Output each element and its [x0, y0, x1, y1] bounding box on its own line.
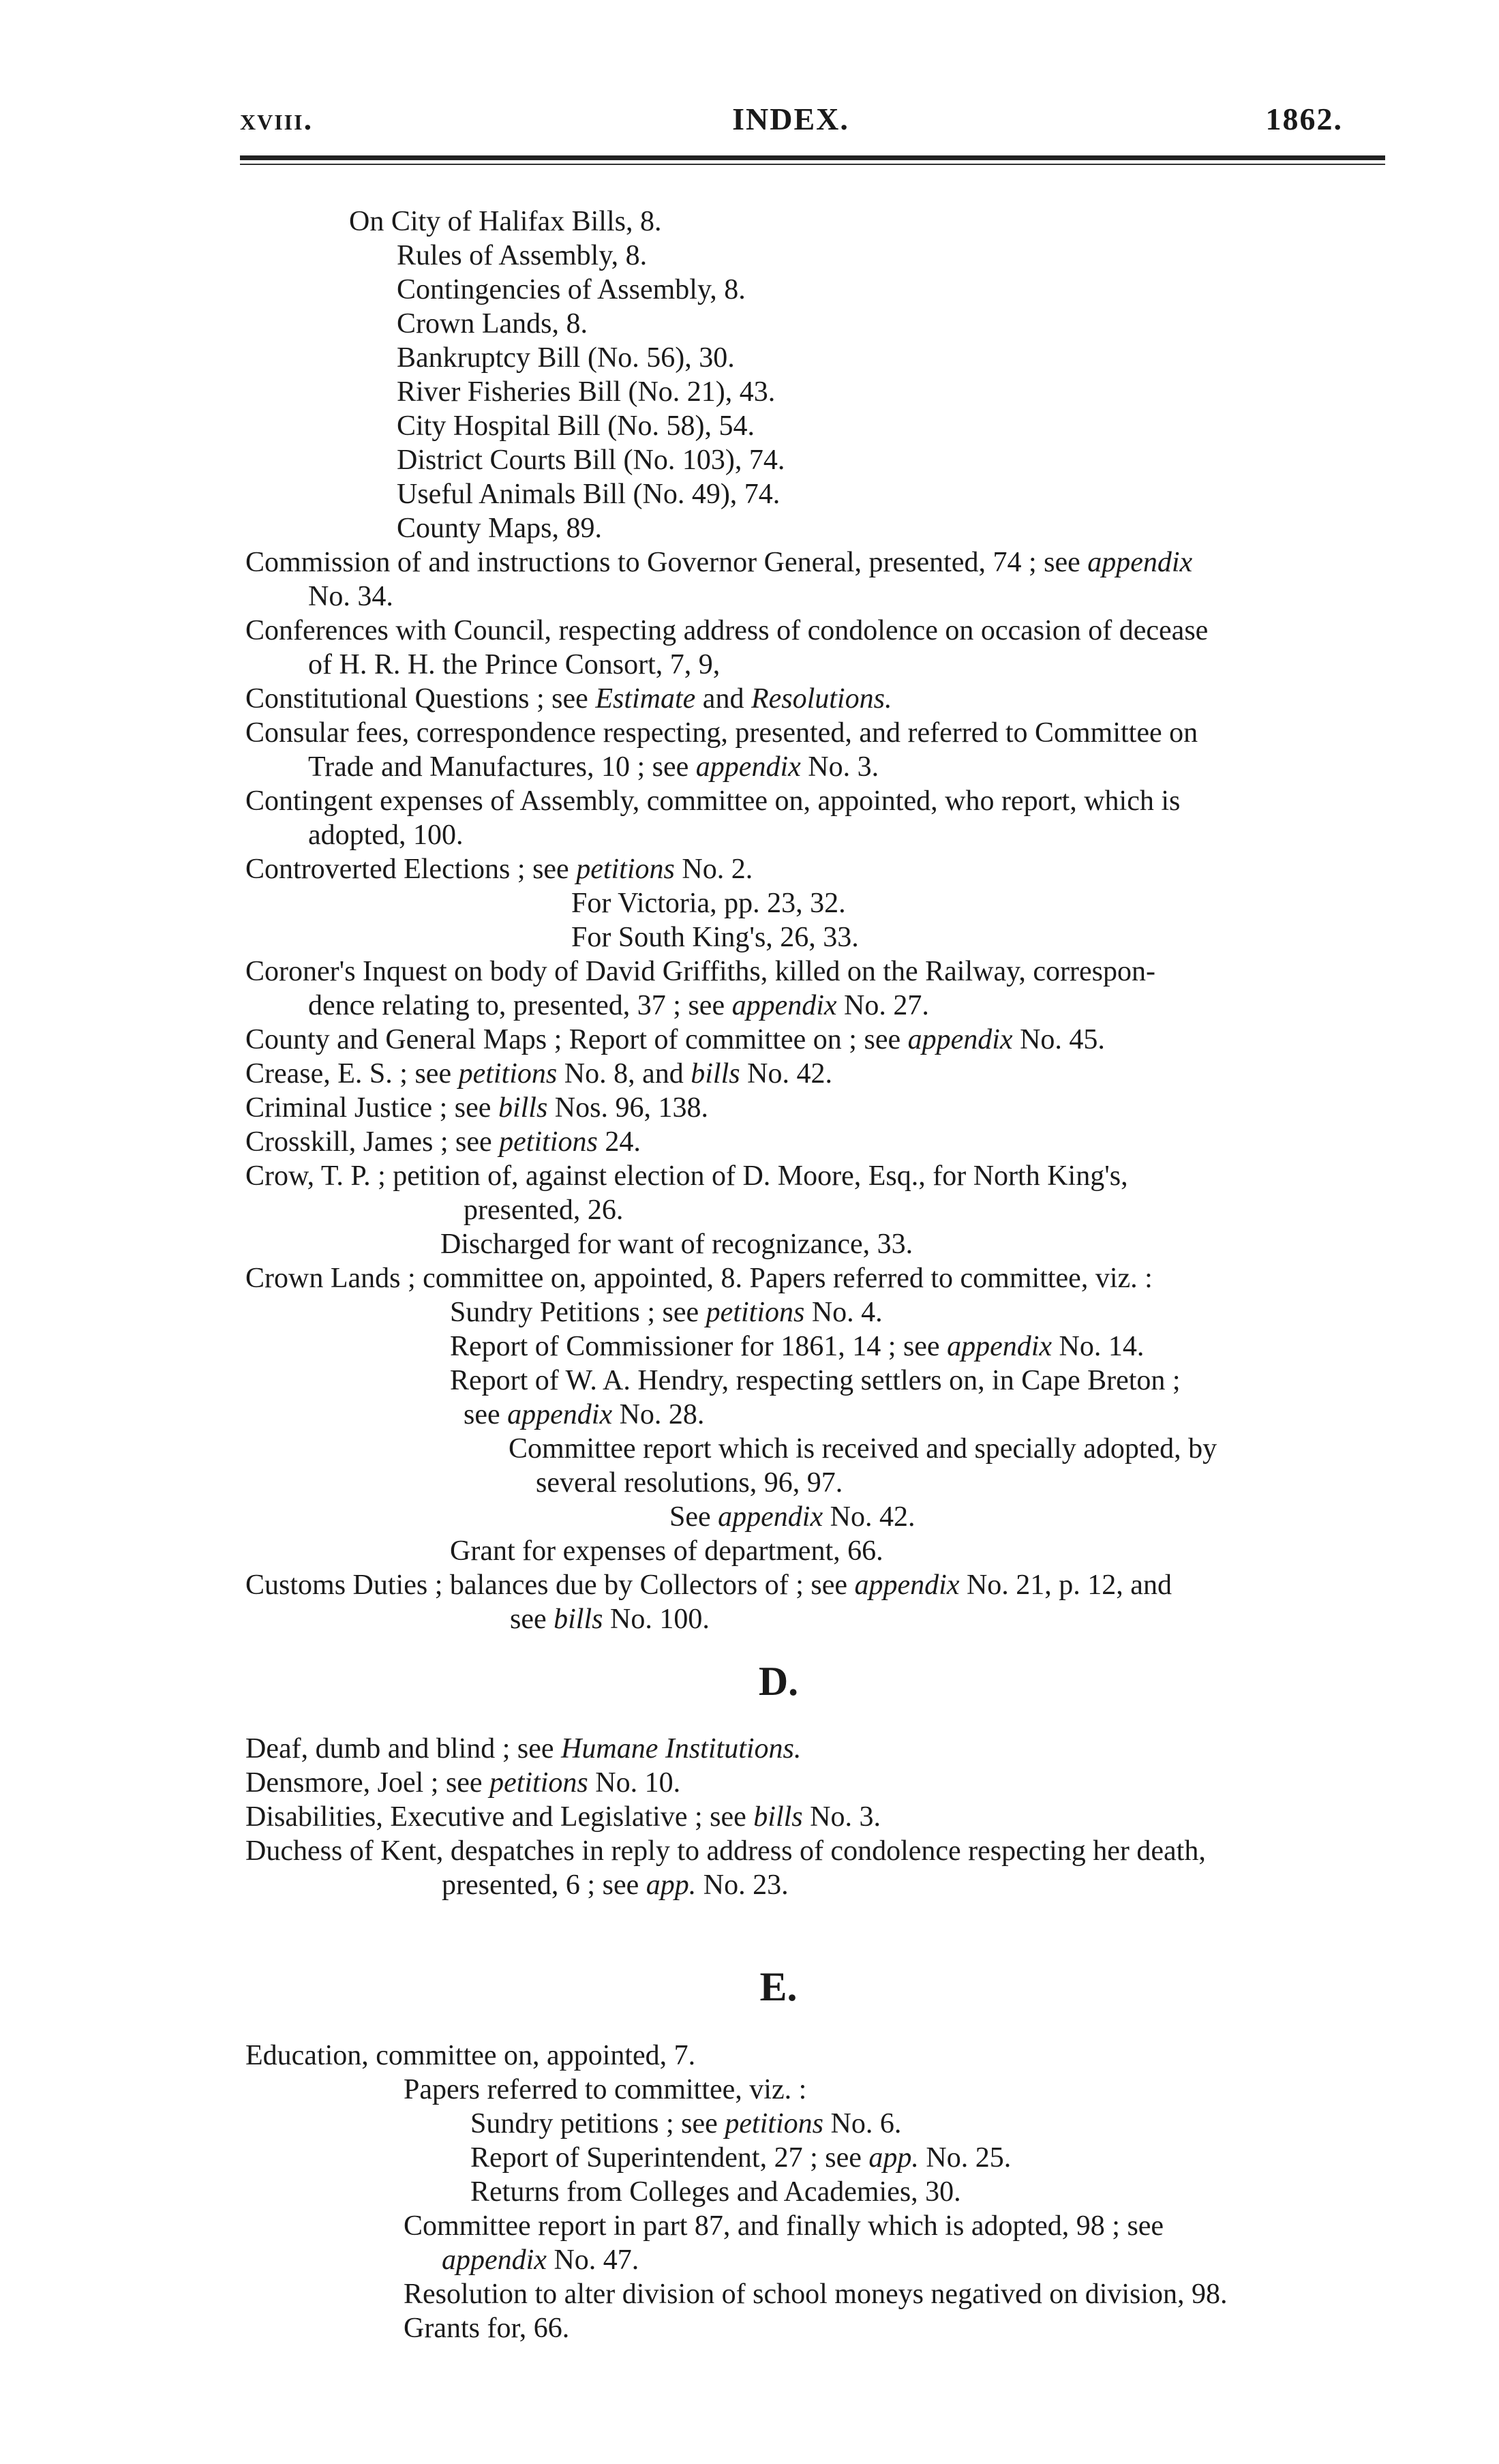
section-heading-e: E. [759, 1964, 798, 2009]
entry-text: Committee report which is received and specially adopted, by [509, 1433, 1217, 1464]
index-line [509, 1432, 1217, 1466]
italic-reference: appendix [507, 1399, 613, 1430]
entry-text: Controverted Elections ; see [245, 854, 577, 885]
entry-text: Sundry Petitions ; see [450, 1297, 706, 1328]
index-line [397, 511, 602, 545]
entry-text: No. 2. [674, 854, 753, 885]
entry-text: No. 34. [308, 581, 393, 612]
index-line [442, 2243, 639, 2277]
entry-text: No. 23. [696, 1869, 789, 1901]
index-line [571, 886, 846, 920]
index-line [308, 818, 463, 852]
entry-text: No. 14. [1052, 1331, 1145, 1362]
entry-text: Constitutional Questions ; see [245, 683, 596, 715]
entry-text: Bankruptcy Bill (No. 56), 30. [397, 342, 735, 374]
entry-text: No. 27. [836, 990, 929, 1021]
entry-text: presented, 26. [464, 1195, 624, 1226]
entry-text: For Victoria, pp. 23, 32. [571, 888, 846, 919]
italic-reference: petitions [576, 854, 675, 885]
entry-text: Crease, E. S. ; see [245, 1058, 459, 1090]
index-line [245, 784, 1180, 818]
entry-text: several resolutions, 96, 97. [536, 1467, 843, 1499]
index-line [349, 205, 661, 239]
entry-text: Trade and Manufactures, 10 ; see [308, 751, 696, 783]
index-line [245, 1766, 680, 1800]
entry-text: No. 8, and [557, 1058, 691, 1090]
index-line [404, 2311, 569, 2345]
index-line [245, 852, 753, 886]
italic-reference: app. [868, 2142, 919, 2174]
entry-text: No. 42. [823, 1501, 915, 1533]
header-rule-thin [240, 164, 1385, 165]
italic-reference: Resolutions. [751, 683, 892, 715]
entry-text: River Fisheries Bill (No. 21), 43. [397, 376, 776, 408]
entry-text: County Maps, 89. [397, 513, 603, 544]
index-line [450, 1295, 883, 1329]
entry-text: No. 100. [603, 1604, 710, 1635]
section-heading-d: D. [758, 1659, 799, 1704]
italic-reference: petitions [706, 1297, 805, 1328]
italic-reference: petitions [725, 2108, 823, 2139]
index-line [308, 580, 393, 614]
entry-text: and [695, 683, 751, 715]
entry-text: see [464, 1399, 508, 1430]
italic-reference: bills [753, 1801, 803, 1833]
entry-text: adopted, 100. [308, 820, 464, 851]
index-line [245, 1834, 1206, 1868]
entry-text: Disabilities, Executive and Legislative ; see [245, 1801, 754, 1833]
index-line [450, 1364, 1181, 1398]
entry-text: County and General Maps ; Report of committee on ; see [245, 1024, 908, 1055]
index-line [245, 682, 892, 716]
entry-text: Conferences with Council, respecting address of condolence on occasion of decease [245, 615, 1209, 646]
entry-text: Sundry petitions ; see [470, 2108, 725, 2139]
index-line [397, 443, 785, 477]
italic-reference: bills [554, 1604, 603, 1635]
entry-text: Report of W. A. Hendry, respecting settlers on, in Cape Breton ; [450, 1365, 1181, 1396]
entry-text: Resolution to alter division of school moneys negatived on division, 98. [404, 2279, 1228, 2310]
entry-text: Useful Animals Bill (No. 49), 74. [397, 479, 781, 510]
entry-text: Returns from Colleges and Academies, 30. [470, 2176, 961, 2208]
page-year: 1862. [1265, 102, 1343, 136]
entry-text: Criminal Justice ; see [245, 1092, 498, 1124]
index-line [440, 1227, 913, 1261]
entry-text: Committee report in part 87, and finally which is adopted, 98 ; see [404, 2210, 1164, 2242]
italic-reference: appendix [731, 990, 837, 1021]
entry-text: Crown Lands, 8. [397, 308, 588, 340]
entry-text: Consular fees, correspondence respecting, presented, and referred to Committee on [245, 717, 1198, 749]
entry-text: For South King's, 26, 33. [571, 922, 859, 953]
entry-text: No. 3. [800, 751, 879, 783]
entry-text: Duchess of Kent, despatches in reply to address of condolence respecting her death, [245, 1835, 1206, 1867]
index-line [397, 341, 735, 375]
page-title: INDEX. [732, 102, 849, 136]
index-line [245, 614, 1208, 648]
index-line [245, 955, 1155, 989]
entry-text: No. 28. [612, 1399, 705, 1430]
index-line [450, 1329, 1144, 1364]
index-line [245, 716, 1198, 750]
entry-text: No. 6. [823, 2108, 902, 2139]
italic-reference: appendix [854, 1569, 960, 1601]
entry-text: see [510, 1604, 554, 1635]
index-line [245, 1800, 881, 1834]
entry-text: Report of Commissioner for 1861, 14 ; see [450, 1331, 948, 1362]
entry-text: Nos. 96, 138. [547, 1092, 708, 1124]
entry-text: 24. [597, 1126, 641, 1158]
index-line [308, 989, 929, 1023]
index-line [464, 1398, 704, 1432]
index-line [245, 1732, 801, 1766]
entry-text: Education, committee on, appointed, 7. [245, 2040, 696, 2071]
index-line [308, 648, 720, 682]
italic-reference: app. [646, 1869, 697, 1901]
entry-text: No. 10. [588, 1767, 681, 1799]
entry-text: On City of Halifax Bills, 8. [349, 206, 662, 237]
index-line [245, 1261, 1153, 1295]
italic-reference: appendix [695, 751, 801, 783]
entry-text: Crow, T. P. ; petition of, against election of D. Moore, Esq., for North King's, [245, 1160, 1128, 1192]
entry-text: Grants for, 66. [404, 2313, 570, 2344]
entry-text: No. 3. [802, 1801, 881, 1833]
entry-text: Papers referred to committee, viz. : [404, 2074, 807, 2105]
entry-text: District Courts Bill (No. 103), 74. [397, 445, 785, 476]
italic-reference: petitions [489, 1767, 588, 1799]
italic-reference: appendix [442, 2244, 547, 2276]
entry-text: City Hospital Bill (No. 58), 54. [397, 410, 755, 442]
index-line [470, 2141, 1011, 2175]
italic-reference: bills [498, 1092, 548, 1124]
index-line [536, 1466, 843, 1500]
entry-text: Coroner's Inquest on body of David Griffiths, killed on the Railway, correspon- [245, 956, 1155, 987]
entry-text: Customs Duties ; balances due by Collectors of ; see [245, 1569, 855, 1601]
index-line [245, 1023, 1105, 1057]
entry-text: No. 47. [546, 2244, 639, 2276]
entry-text: Grant for expenses of department, 66. [450, 1535, 883, 1567]
entry-text: No. 25. [918, 2142, 1012, 2174]
italic-reference: appendix [1087, 547, 1193, 578]
index-line [397, 307, 588, 341]
entry-text: Contingencies of Assembly, 8. [397, 274, 746, 305]
header-rule-thick [240, 155, 1385, 160]
index-line [245, 545, 1192, 580]
index-line [404, 2277, 1228, 2311]
italic-reference: bills [691, 1058, 740, 1090]
index-line [245, 1159, 1128, 1193]
entry-text: Report of Superintendent, 27 ; see [470, 2142, 869, 2174]
index-line [450, 1534, 883, 1568]
index-line [397, 409, 755, 443]
italic-reference: appendix [907, 1024, 1013, 1055]
entry-text: presented, 6 ; see [442, 1869, 646, 1901]
index-line [571, 920, 859, 955]
index-line [245, 1125, 641, 1159]
index-line [245, 1091, 708, 1125]
entry-text: Commission of and instructions to Governor General, presented, 74 ; see [245, 547, 1088, 578]
italic-reference: appendix [718, 1501, 823, 1533]
index-line [397, 477, 780, 511]
entry-text: Densmore, Joel ; see [245, 1767, 490, 1799]
index-line [397, 375, 775, 409]
index-line [245, 1568, 1172, 1602]
index-line [510, 1602, 710, 1636]
italic-reference: Estimate [595, 683, 696, 715]
index-line [404, 2209, 1164, 2243]
entry-text: No. 4. [804, 1297, 883, 1328]
entry-text: Discharged for want of recognizance, 33. [440, 1229, 913, 1260]
entry-text: Contingent expenses of Assembly, committee on, appointed, who report, which is [245, 785, 1181, 817]
italic-reference: petitions [499, 1126, 598, 1158]
index-line [245, 1057, 832, 1091]
entry-text: Crown Lands ; committee on, appointed, 8. Papers referred to committee, viz. : [245, 1263, 1153, 1294]
index-line [245, 2039, 695, 2073]
entry-text: No. 42. [740, 1058, 832, 1090]
entry-text: Deaf, dumb and blind ; see [245, 1733, 562, 1764]
italic-reference: petitions [458, 1058, 558, 1090]
index-line [397, 273, 746, 307]
italic-reference: Humane Institutions. [561, 1733, 802, 1764]
index-line [669, 1500, 915, 1534]
entry-text: See [669, 1501, 718, 1533]
entry-text: No. 45. [1012, 1024, 1105, 1055]
index-line [404, 2073, 806, 2107]
index-line [442, 1868, 789, 1902]
index-line [470, 2175, 961, 2209]
entry-text: of H. R. H. the Prince Consort, 7, 9, [308, 649, 721, 680]
page-number: xviii. [240, 102, 314, 136]
index-line [464, 1193, 623, 1227]
index-line [397, 239, 647, 273]
entry-text: Crosskill, James ; see [245, 1126, 500, 1158]
index-line [470, 2107, 901, 2141]
index-line [308, 750, 879, 784]
entry-text: Rules of Assembly, 8. [397, 240, 648, 271]
entry-text: No. 21, p. 12, and [959, 1569, 1172, 1601]
italic-reference: appendix [947, 1331, 1053, 1362]
entry-text: dence relating to, presented, 37 ; see [308, 990, 732, 1021]
